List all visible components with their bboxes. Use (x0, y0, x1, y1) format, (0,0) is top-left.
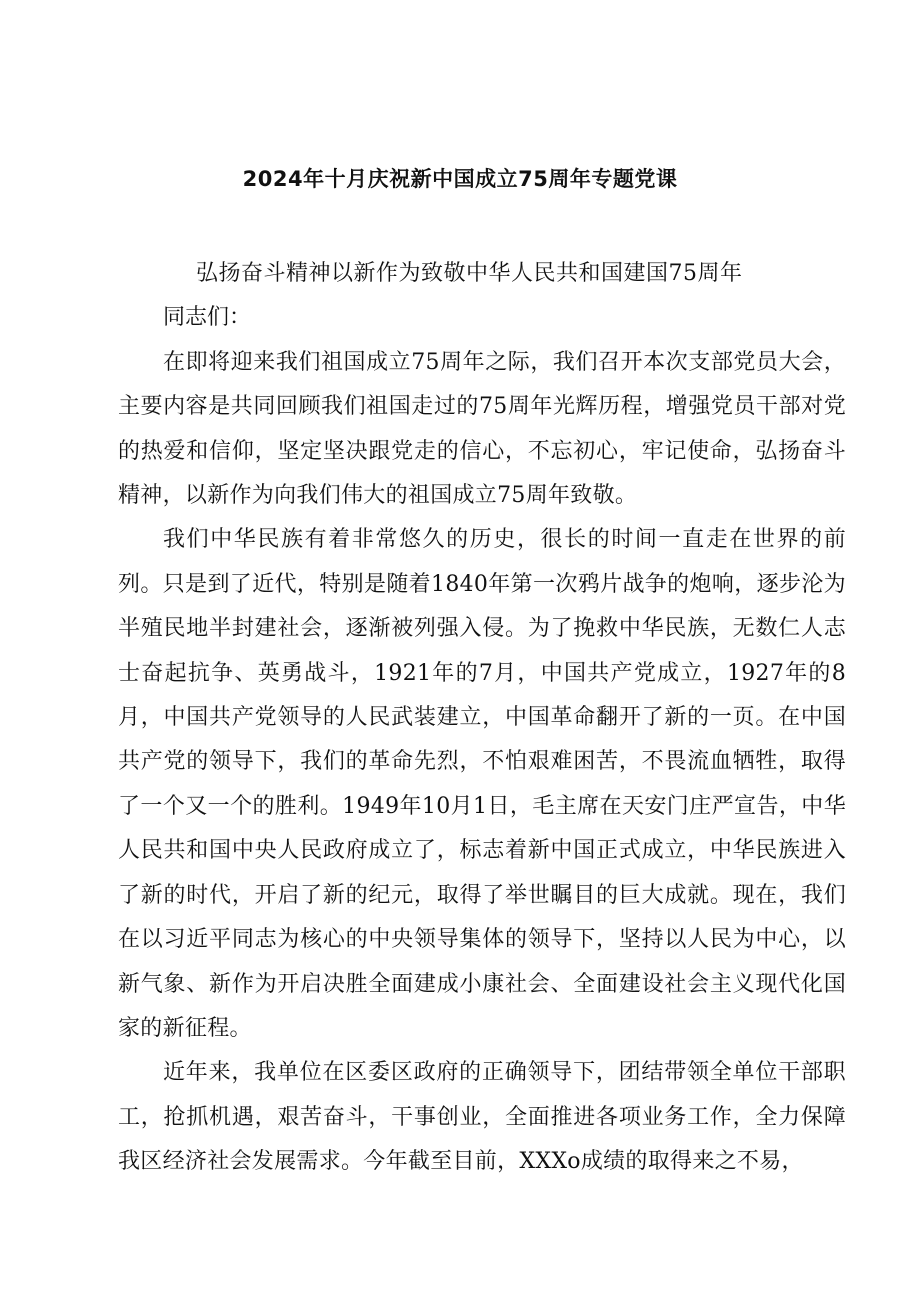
paragraph-3: 近年来，我单位在区委区政府的正确领导下，团结带领全单位干部职工，抢抓机遇，艰苦奋斗，干事创业，全面推进各项业务工作，全力保障我区经济社会发展需求。今年截至目前，XXXo成绩的取得来之不易， (118, 1060, 846, 1175)
paragraph-2: 我们中华民族有着非常悠久的历史，很长的时间一直走在世界的前列。只是到了近代，特别是随着1840年第一次鸦片战争的炮响，逐步沦为半殖民地半封建社会，逐渐被列强入侵。为了挽救中华民族，无数仁人志士奋起抗争、英勇战斗，1921年的7月，中国共产党成立，1927年的8月，中国共产党领导的人民武装建立，中国革命翻开了新的一页。在中国共产党的领导下，我们的革命先烈，不怕艰难困苦，不畏流血牺牲，取得了一个又一个的胜利。1949年10月1日，毛主席在天安门庄严宣告，中华人民共和国中央人民政府成立了，标志着新中国正式成立，中华民族进入了新的时代，开启了新的纪元，取得了举世瞩目的巨大成就。现在，我们在以习近平同志为核心的中央领导集体的领导下，坚持以人民为中心，以新气象、新作为开启决胜全面建成小康社会、全面建设社会主义现代化国家的新征程。 (118, 527, 846, 1041)
paragraph-1: 在即将迎来我们祖国成立75周年之际，我们召开本次支部党员大会，主要内容是共同回顾我们祖国走过的75周年光辉历程，增强党员干部对党的热爱和信仰，坚定坚决跟党走的信心，不忘初心，牢记使命，弘扬奋斗精神，以新作为向我们伟大的祖国成立75周年致敬。 (118, 349, 846, 509)
document-body (118, 252, 846, 1185)
greeting: 同志们： (163, 305, 252, 331)
document-title: 2024年十月庆祝新中国成立75周年专题党课 (242, 167, 678, 191)
document-subtitle: 弘扬奋斗精神以新作为致敬中华人民共和国建国75周年 (196, 261, 743, 286)
